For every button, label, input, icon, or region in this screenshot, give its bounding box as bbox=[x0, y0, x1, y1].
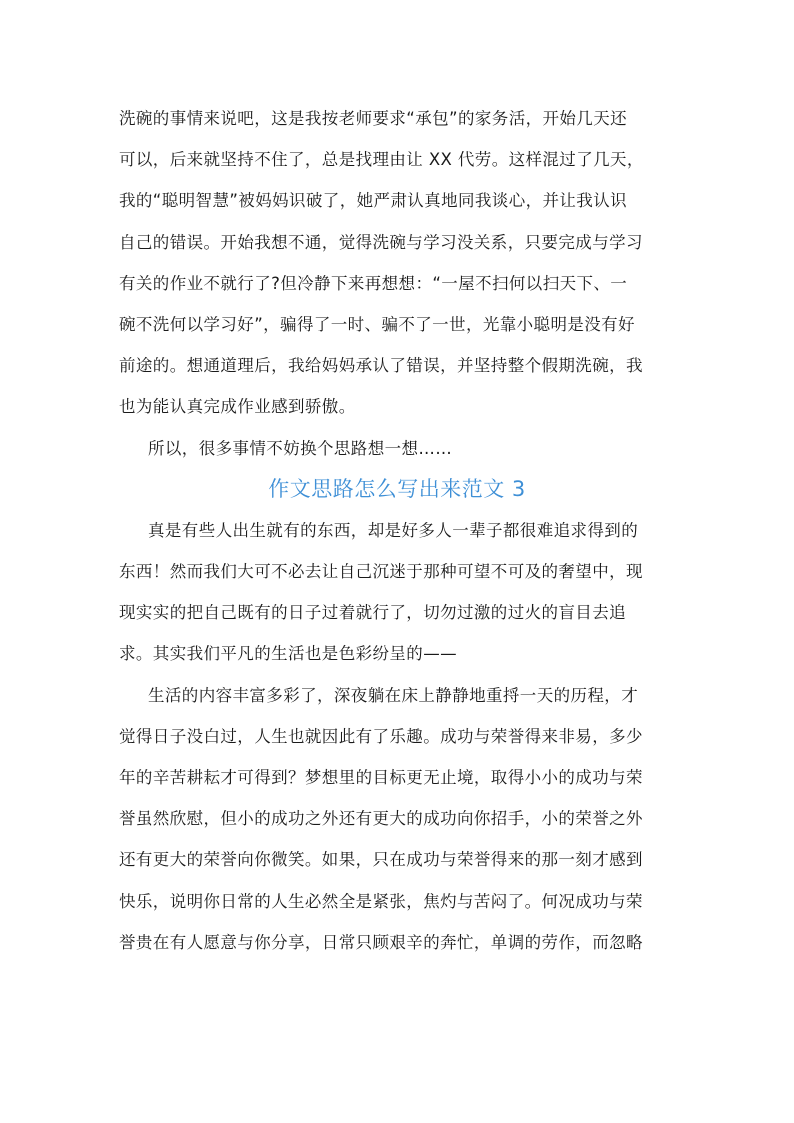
section-heading: 作文思路怎么写出来范文 3 bbox=[268, 476, 526, 501]
text-line: 誉虽然欣慰，但小的成功之外还有更大的成功向你招手，小的荣誉之外 bbox=[119, 809, 643, 829]
paragraph-life bbox=[119, 675, 675, 963]
text-line: 真是有些人出生就有的东西，却是好多人一辈子都很难追求得到的 bbox=[148, 520, 639, 540]
paragraph-dishwashing bbox=[119, 98, 675, 428]
text-line: 前途的。想通道理后，我给妈妈承认了错误，并坚持整个假期洗碗，我 bbox=[119, 356, 643, 376]
document-body bbox=[119, 98, 675, 963]
text-line: 生活的内容丰富多彩了，深夜躺在床上静静地重捋一天的历程，才 bbox=[148, 685, 639, 705]
text-line: 誉贵在有人愿意与你分享，日常只顾艰辛的奔忙，单调的劳作，而忽略 bbox=[119, 932, 643, 952]
text-line: 也为能认真完成作业感到骄傲。 bbox=[119, 397, 356, 417]
text-line: 洗碗的事情来说吧，这是我按老师要求“承包”的家务活，开始几天还 bbox=[119, 109, 627, 128]
text-line: 还有更大的荣誉向你微笑。如果，只在成功与荣誉得来的那一刻才感到 bbox=[119, 850, 643, 870]
text-line: 现实实的把自己既有的日子过着就行了，切勿过激的过火的盲目去追 bbox=[119, 603, 626, 623]
text-line: 自己的错误。开始我想不通，觉得洗碗与学习没关系，只要完成与学习 bbox=[119, 232, 643, 252]
text-line: 我的“聪明智慧”被妈妈识破了，她严肃认真地同我谈心，并让我认识 bbox=[119, 191, 627, 211]
text-line: 快乐，说明你日常的人生必然全是紧张，焦灼与苦闷了。何况成功与荣 bbox=[119, 891, 643, 911]
paragraph-closing: 所以，很多事情不妨换个思路想一想…… bbox=[148, 438, 453, 458]
paragraph-intro bbox=[119, 510, 675, 675]
text-line: 可以，后来就坚持不住了，总是找理由让 XX 代劳。这样混过了几天， bbox=[119, 150, 644, 170]
text-line: 年的辛苦耕耘才可得到？梦想里的目标更无止境，取得小小的成功与荣 bbox=[119, 768, 643, 787]
text-line: 觉得日子没白过，人生也就因此有了乐趣。成功与荣誉得来非易，多少 bbox=[119, 726, 643, 746]
text-line: 有关的作业不就行了?但冷静下来再想想：“一屋不扫何以扫天下、一 bbox=[119, 273, 628, 293]
text-line: 求。其实我们平凡的生活也是色彩纷呈的—— bbox=[119, 644, 457, 664]
text-line: 碗不洗何以学习好”，骗得了一时、骗不了一世，光靠小聪明是没有好 bbox=[119, 314, 635, 334]
text-line: 东西！然而我们大可不必去让自己沉迷于那种可望不可及的奢望中，现 bbox=[119, 562, 643, 582]
